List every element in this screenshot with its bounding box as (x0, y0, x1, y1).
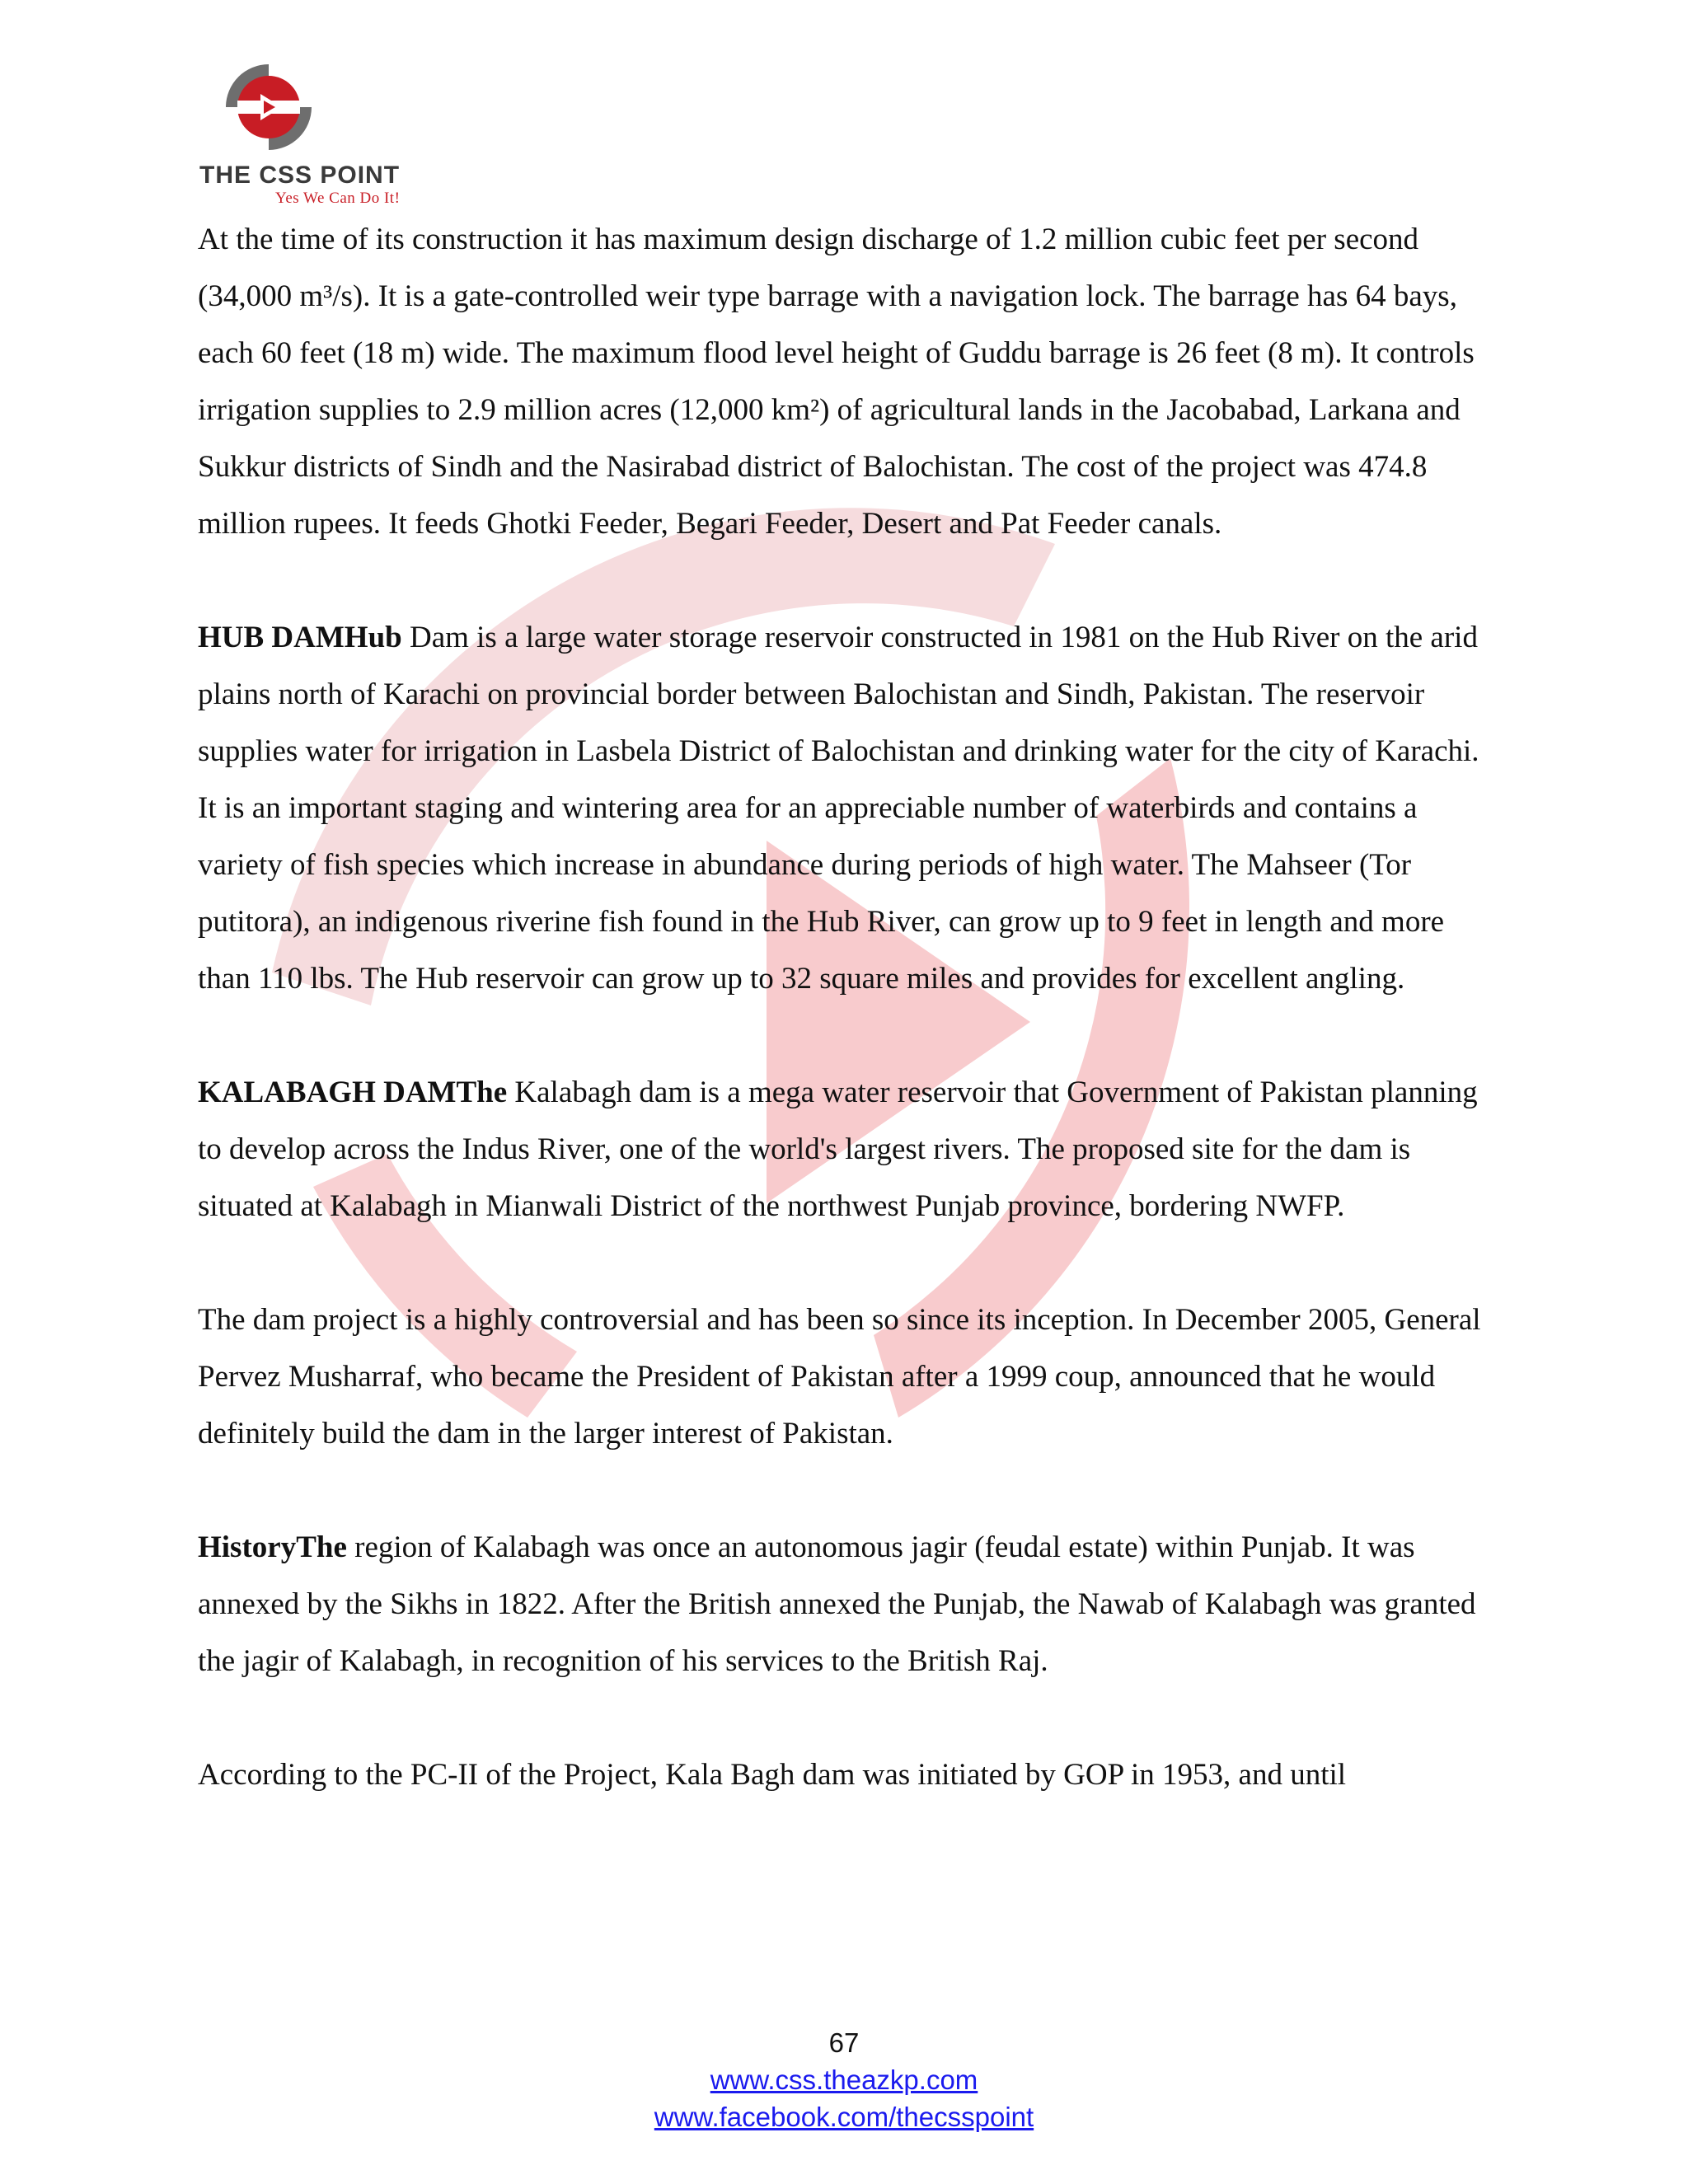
paragraph-text: Kalabagh dam is a mega water reservoir that Government of Pakistan planning to develop across the Indus River, one of the world's largest rivers. The proposed site for the dam is situated at Kalabagh in Mianwali District of the northwest Punjab province, bordering NWFP. (198, 1076, 1478, 1223)
logo-tagline: Yes We Can Do It! (275, 190, 401, 207)
website-link[interactable]: www.css.theazkp.com (710, 2064, 978, 2095)
paragraph-guddu-barrage (198, 211, 1500, 552)
paragraph-history (198, 1519, 1500, 1690)
paragraph-text: The dam project is a highly controversial and has been so since its inception. In December 2005, General Pervez Musharraf, who became the President of Pakistan after a 1999 coup, announced that he would definitely build the dam in the larger interest of Pakistan. (198, 1303, 1481, 1451)
paragraph-hub-dam (198, 609, 1500, 1007)
paragraph-text: According to the PC-II of the Project, Kala Bagh dam was initiated by GOP in 1953, and until (198, 1758, 1347, 1792)
page-footer (0, 2024, 1688, 2135)
section-heading: HUB DAMHub (198, 621, 402, 654)
section-heading: KALABAGH DAMThe (198, 1076, 508, 1109)
site-logo (196, 58, 435, 214)
paragraph-kalabagh-dam (198, 1064, 1500, 1235)
facebook-link[interactable]: www.facebook.com/thecsspoint (654, 2102, 1034, 2132)
paragraph-text: Dam is a large water storage reservoir constructed in 1981 on the Hub River on the arid plains north of Karachi on provincial border between Balochistan and Sindh, Pakistan. The reservoir supplies water for irrigation in Lasbela District of Balochistan and drinking water for the city of Karachi. It is an important staging and wintering area for an appreciable number of waterbirds and contains a variety of fish species which increase in abundance during periods of high water. The Mahseer (Tor putitora), an indigenous riverine fish found in the Hub River, can grow up to 9 feet in length and more than 110 lbs. The Hub reservoir can grow up to 32 square miles and provides for excellent angling. (198, 621, 1479, 996)
logo-title: THE CSS POINT (199, 162, 401, 189)
page-number: 67 (828, 2027, 860, 2058)
paragraph-pc-ii (198, 1746, 1500, 1803)
page-body (198, 211, 1500, 1860)
css-point-logo-icon (211, 58, 326, 157)
section-heading: HistoryThe (198, 1530, 347, 1564)
paragraph-controversy (198, 1291, 1500, 1462)
paragraph-text: region of Kalabagh was once an autonomous jagir (feudal estate) within Punjab. It was annexed by the Sikhs in 1822. After the British annexed the Punjab, the Nawab of Kalabagh was granted the jagir of Kalabagh, in recognition of his services to the British Raj. (198, 1530, 1476, 1678)
paragraph-text: At the time of its construction it has maximum design discharge of 1.2 million cubic feet per second (34,000 m³/s). It is a gate-controlled weir type barrage with a navigation lock. The barrage has 64 bays, each 60 feet (18 m) wide. The maximum flood level height of Guddu barrage is 26 feet (8 m). It controls irrigation supplies to 2.9 million acres (12,000 km²) of agricultural lands in the Jacobabad, Larkana and Sukkur districts of Sindh and the Nasirabad district of Balochistan. The cost of the project was 474.8 million rupees. It feeds Ghotki Feeder, Begari Feeder, Desert and Pat Feeder canals. (198, 223, 1475, 541)
